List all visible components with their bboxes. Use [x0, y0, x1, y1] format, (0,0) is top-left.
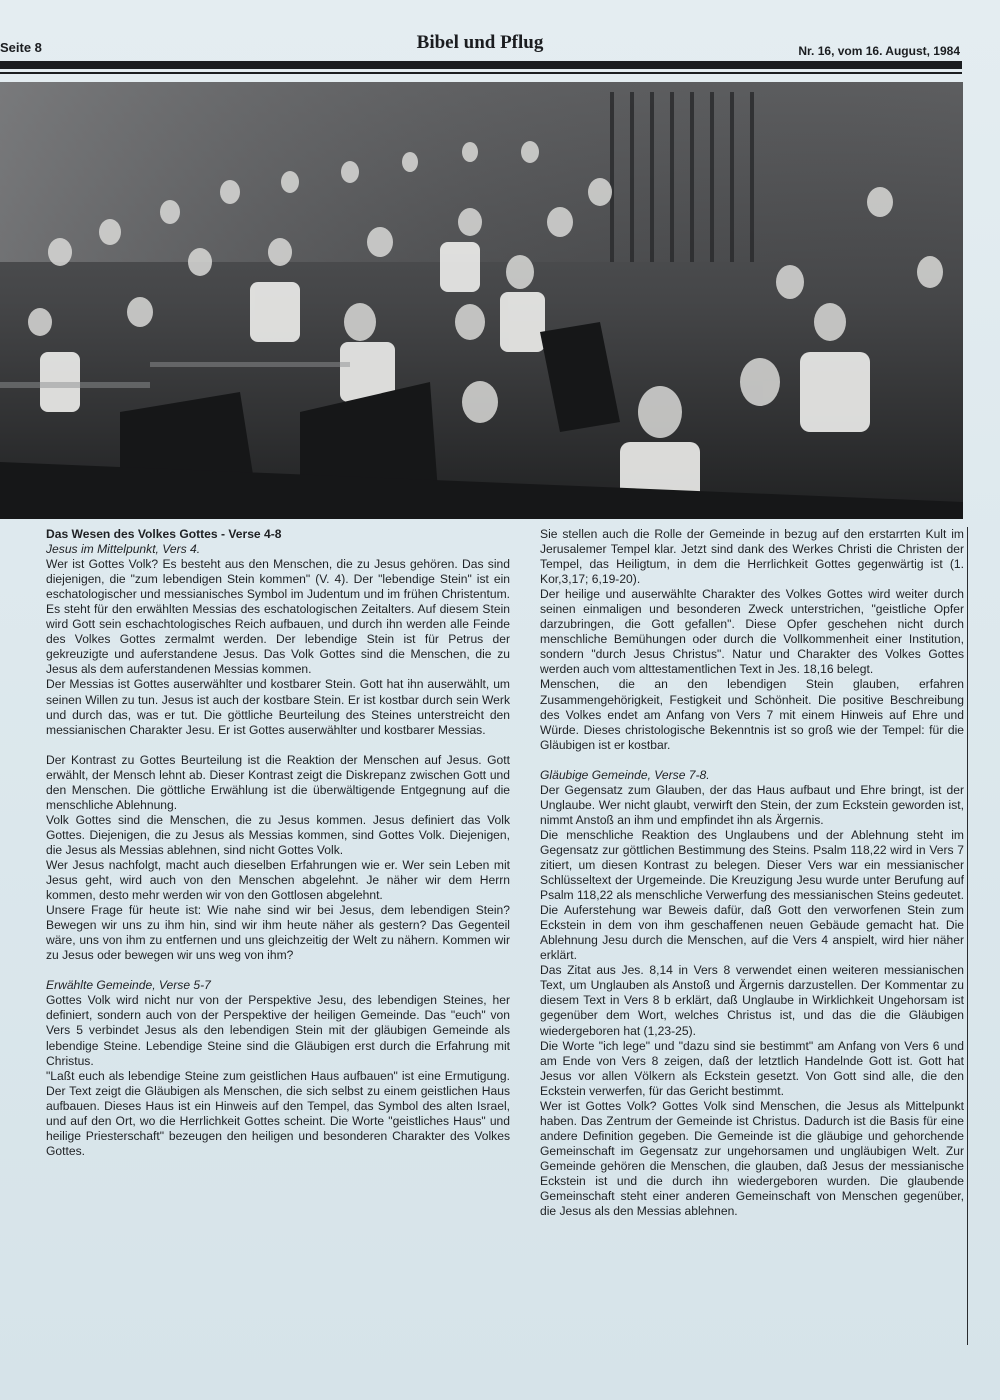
subheading-erwaehlte-gemeinde: Erwählte Gemeinde, Verse 5-7 — [46, 978, 211, 993]
paragraph: Die menschliche Reaktion des Unglaubens und der Ablehnung steht im Gegensatz zur göttlichen Bestimmung des Steins. Psalm 118,22 wird in Vers 7 zitiert, um diesen Kontrast zu belegen. Dieser Vers war ein messianischer Schlüsseltext der Urgemeinde. Die Kreuzigung Jesu wurde unter Berufung auf Psalm 118,22 als menschliche Verwerfung des messianischen Steins gedeutet. Die Auferstehung war Beweis dafür, daß Gott den verworfenen Stein zum Eckstein in dem von ihm geschaffenen neuen Gebäude gemacht hat. Die Ablehnung Jesu durch die Menschen, auf die Vers 4 anspielt, wird hier näher erklärt. — [540, 827, 964, 963]
paragraph: Wer ist Gottes Volk? Gottes Volk sind Menschen, die Jesus als Mittelpunkt haben. Das Zentrum der Gemeinde ist Christus. Dadurch ist die Basis für eine andere Definition gegeben. Die Gemeinde ist die gläubige und gehorchende Gemeinschaft im Gegensatz zur ungehorsamen und ungläubigen Welt. Zur Gemeinde gehören die Menschen, die glauben, daß Jesus der messianische Eckstein ist und die durch ihn wiedergeboren wurden. Die glaubende Gemeinschaft steht einer anderen Gemeinschaft von Menschen gegenüber, die Jesus als den Messias ablehnen. — [540, 1098, 964, 1219]
paragraph: Der Gegensatz zum Glauben, der das Haus aufbaut und Ehre bringt, ist der Unglaube. Wer nicht glaubt, verwirft den Stein, der zum Eckstein geworden ist, nimmt Anstoß an ihm und empfindet ihn als Ärgernis. — [540, 782, 964, 827]
page-header — [0, 0, 1000, 70]
paragraph-gap — [540, 753, 964, 768]
paragraph: "Laßt euch als lebendige Steine zum geistlichen Haus aufbauen" ist eine Ermutigung. Der Text zeigt die Gläubigen als Menschen, die sich selbst zu einem geistlichen Haus aufbauen. Dieses Haus ist ein Hinweis auf den Tempel, das Symbol des alten Israel, und auf den Ort, wo die Herrlichkeit Gottes scheint. Die Worte "geistliches Haus" und heilige Priesterschaft" bezeugen den heiligen und besonderen Charakter des Volkes Gottes. — [46, 1068, 510, 1158]
paragraph: Volk Gottes sind die Menschen, die zu Jesus kommen. Jesus definiert das Volk Gottes. Diejenigen, die zu Jesus als Messias kommen, sind Gottes Volk. Diejenigen, die Jesus als Messias ablehnen, sind nicht Gottes Volk. — [46, 812, 510, 857]
issue-date: Nr. 16, vom 16. August, 1984 — [798, 44, 960, 58]
paragraph: Menschen, die an den lebendigen Stein glauben, erfahren Zusammengehörigkeit, Festigkeit und Schönheit. Die positive Beschreibung des Volkes endet am Anfang von Vers 7 mit einem Hinweis auf Ehre und Würde. Dieses christologische Bekenntnis ist so groß wie der Tempel: für die Gläubigen ist er kostbar. — [540, 677, 964, 752]
paragraph: Wer Jesus nachfolgt, macht auch dieselben Erfahrungen wie er. Wer sein Leben mit Jesus geht, wird auch von den Menschen abgelehnt. Je näher wir dem Herrn kommen, desto mehr werden wir von den Gottlosen abgelehnt. — [46, 857, 510, 903]
header-rule-thick — [0, 61, 962, 69]
subheading-glaeubige-gemeinde: Gläubige Gemeinde, Verse 7-8. — [540, 767, 710, 782]
paragraph-gap — [46, 738, 510, 753]
right-column — [540, 527, 964, 1219]
article-heading: Das Wesen des Volkes Gottes - Verse 4-8 — [46, 527, 282, 541]
subheading-jesus-mittelpunkt: Jesus im Mittelpunkt, Vers 4. — [46, 542, 201, 557]
paragraph: Der heilige und auserwählte Charakter des Volkes Gottes wird weiter durch seinen einmaligen und besonderen Zweck unterstrichen, "geistliche Opfer darzubringen, die Gott gefallen". Diese Opfer geschehen nicht durch menschliche Bemühungen oder durch die Vollkommenheit einer Institution, sondern "durch Jesus Christus". Natur und Charakter des Volkes Gottes werden auch vom alttestamentlichen Text in Jes. 18,16 belegt. — [540, 587, 964, 677]
paragraph: Gottes Volk wird nicht nur von der Perspektive Jesu, des lebendigen Steines, her definiert, sondern auch von der Perspektive der heiligen Gemeinde. Das "euch" von Vers 5 verbindet Jesus als den lebendigen Stein mit der gläubigen Gemeinde als lebendige Steine. Lebendige Steine sind die Gläubigen erst durch die Erfahrung mit Christus. — [46, 993, 510, 1068]
header-rule-thin — [0, 72, 962, 74]
paragraph-gap — [46, 963, 510, 978]
page-number: Seite 8 — [0, 40, 42, 55]
paragraph: Die Worte "ich lege" und "dazu sind sie bestimmt" am Anfang von Vers 6 und am Ende von Vers 8 zeigen, daß der letztlich Handelnde Gott ist. Gott hat Jesus vor allen Völkern als Eckstein gesetzt. Von Gott sind alle, die den Eckstein verwerfen, für das Gericht bestimmt. — [540, 1038, 964, 1098]
audience-photo — [0, 82, 963, 519]
paragraph: Der Messias ist Gottes auserwählter und kostbarer Stein. Gott hat ihn auserwählt, um seinen Willen zu tun. Jesus ist auch der kostbare Stein. Er ist kostbar durch sein Werk und durch das, was er tut. Die göttliche Beurteilung des Steines unterstreicht den messianischen Charakter Jesu. Er ist Gottes auserwählter und kostbarer Messias. — [46, 677, 510, 737]
left-column — [46, 527, 510, 1159]
paragraph: Wer ist Gottes Volk? Es besteht aus den Menschen, die zu Jesus gehören. Das sind diejenigen, die "zum lebendigen Stein kommen" (V. 4). Der "lebendige Stein" ist ein eschatologischer und messianisches Symbol im Judentum und im frühen Christentum. Es steht für den erwählten Messias des eschatologischen Zeitalters. Auf diesem Stein wird Gott sein eschachtologisches Reich aufbauen, und durch ihn werden alle Feinde des Volkes Gottes zermalmt werden. Der lebendige Stein ist für Petrus der gekreuzigte und auferstandene Jesus. Das Volk Gottes sind die Menschen, die zu Jesus als dem auferstandenen Messias kommen. — [46, 557, 510, 677]
paragraph: Der Kontrast zu Gottes Beurteilung ist die Reaktion der Menschen auf Jesus. Gott erwählt, der Mensch lehnt ab. Dieser Kontrast zeigt die Diskrepanz zwischen Gott und den Menschen. Die göttliche Erwählung ist die überwältigende Entgegnung auf die menschliche Ablehnung. — [46, 752, 510, 812]
column-rule — [967, 527, 968, 1345]
paragraph: Das Zitat aus Jes. 8,14 in Vers 8 verwendet einen weiteren messianischen Text, um Unglauben als Anstoß und Ärgernis darzustellen. Der Kommentar zu diesem Text in Vers 8 b erklärt, daß Unglaube in Wirklichkeit Ungehorsam ist gegenüber dem Wort, welches Christus ist, und das die die Gläubigen wiedergeboren hat (1,23-25). — [540, 963, 964, 1038]
paragraph: Sie stellen auch die Rolle der Gemeinde in bezug auf den erstarrten Kult im Jerusalemer Tempel klar. Jetzt sind dank des Werkes Christi die Christen der Tempel, das Heiligtum, in dem die Herrlichkeit Gottes gegenwärtig ist (1. Kor,3,17; 6,19-20). — [540, 527, 964, 587]
paragraph: Unsere Frage für heute ist: Wie nahe sind wir bei Jesus, dem lebendigen Stein? Bewegen wir uns zu ihm hin, sind wir ihm heute näher als gestern? Das Gegenteil wäre, uns von ihm zu entfernen und uns gleichzeitig der Welt zu nähern. Kommen wir zu Jesus oder bewegen wir uns weg von ihm? — [46, 903, 510, 963]
masthead-title: Bibel und Pflug — [416, 32, 544, 53]
